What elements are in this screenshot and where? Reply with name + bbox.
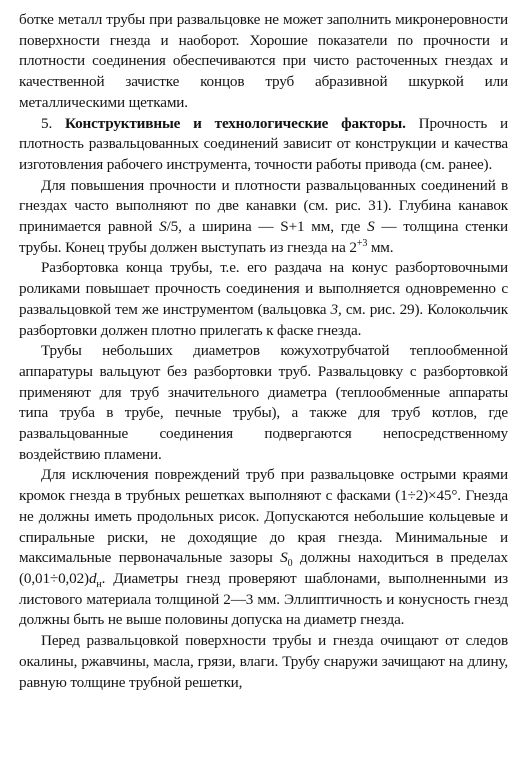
- section-number: 5.: [41, 114, 53, 132]
- paragraph-2: [19, 114, 508, 176]
- paragraph-text: мм.: [367, 238, 394, 256]
- paragraph-text: — толщина стенки трубы. Конец трубы должен выступать из гнезда на 2: [19, 218, 508, 256]
- paragraph-text: Прочность и плотность развальцованных соединений зависит от конструкции и качества изготовления рабочего инструмента, точности работы привода (см. ранее).: [19, 114, 508, 173]
- variable-s: S: [280, 549, 288, 567]
- paragraph-7: [19, 631, 508, 693]
- paragraph-text: Для исключения повреждений труб при развальцовке острыми краями кромок гнезда в трубных решетках выполняют с фасками (1÷2)×45°. Гнезда не должны иметь продольных рисок. Допускаются небольшие кольцевые и спиральные риски, не доходящие до края гнезда. Минимальные и максимальные первоначальные зазоры: [19, 466, 508, 567]
- paragraph-6: [19, 465, 508, 631]
- subscript-n: н: [96, 579, 102, 591]
- section-heading: Конструктивные и технологические факторы.: [65, 114, 406, 132]
- variable-s: S: [159, 218, 167, 236]
- paragraph-5: [19, 341, 508, 465]
- tool-reference: 3: [330, 300, 338, 318]
- tolerance-superscript: +3: [356, 237, 368, 249]
- paragraph-text: Перед развальцовкой поверхности трубы и гнезда очищают от следов окалины, ржавчины, масла, грязи, влаги. Трубу снаружи зачищают на длину, равную толщине трубной решетки,: [19, 632, 508, 691]
- paragraph-text: . Диаметры гнезд проверяют шаблонами, выполненными из листового материала толщиной 2—3 мм. Эллиптичность и конусность гнезд должны быть не выше половины допуска на диаметр гнезда.: [19, 569, 508, 629]
- paragraph-text: ботке металл трубы при развальцовке не может заполнить микронеровности поверхности гнезда и наоборот. Хорошие показатели по прочности и плотности соединения обеспечиваются при чисто расточенных гнездах и качественной зачистке концов труб абразивной шкуркой или металлическими щетками.: [19, 11, 508, 111]
- paragraph-text: должны находиться в пределах (0,01÷0,02): [19, 549, 508, 587]
- subscript-zero: 0: [287, 558, 293, 570]
- paragraph-1: [19, 10, 508, 114]
- variable-d: d: [88, 569, 97, 587]
- paragraph-text: Разбортовка конца трубы, т.е. его раздача на конус разбортовочными роликами повышает прочность соединения и выполняется одновременно с развальцовкой тем же инструментом (вальцовка: [19, 259, 508, 318]
- paragraph-text: /5, а ширина — S+1 мм, где: [166, 218, 368, 236]
- paragraph-3: [19, 176, 508, 259]
- variable-s: S: [367, 218, 375, 236]
- paragraph-4: [19, 258, 508, 341]
- paragraph-text: , см. рис. 29). Колокольчик разбортовки должен плотно прилегать к фаске гнезда.: [19, 300, 508, 339]
- paragraph-text: Для повышения прочности и плотности развальцованных соединений в гнездах часто выполняют по две канавки (см. рис. 31). Глубина канавок принимается равной: [19, 176, 508, 236]
- paragraph-text: Трубы небольших диаметров кожухотрубчатой теплообменной аппаратуры вальцуют без разбортовки труб. Развальцовку с разбортовкой применяют для труб значительного диаметра (теплообменные аппараты типа труба в трубе, печные трубы), а также для труб котлов, где развальцованные соединения подвергаются непосредственному воздействию пламени.: [19, 342, 508, 463]
